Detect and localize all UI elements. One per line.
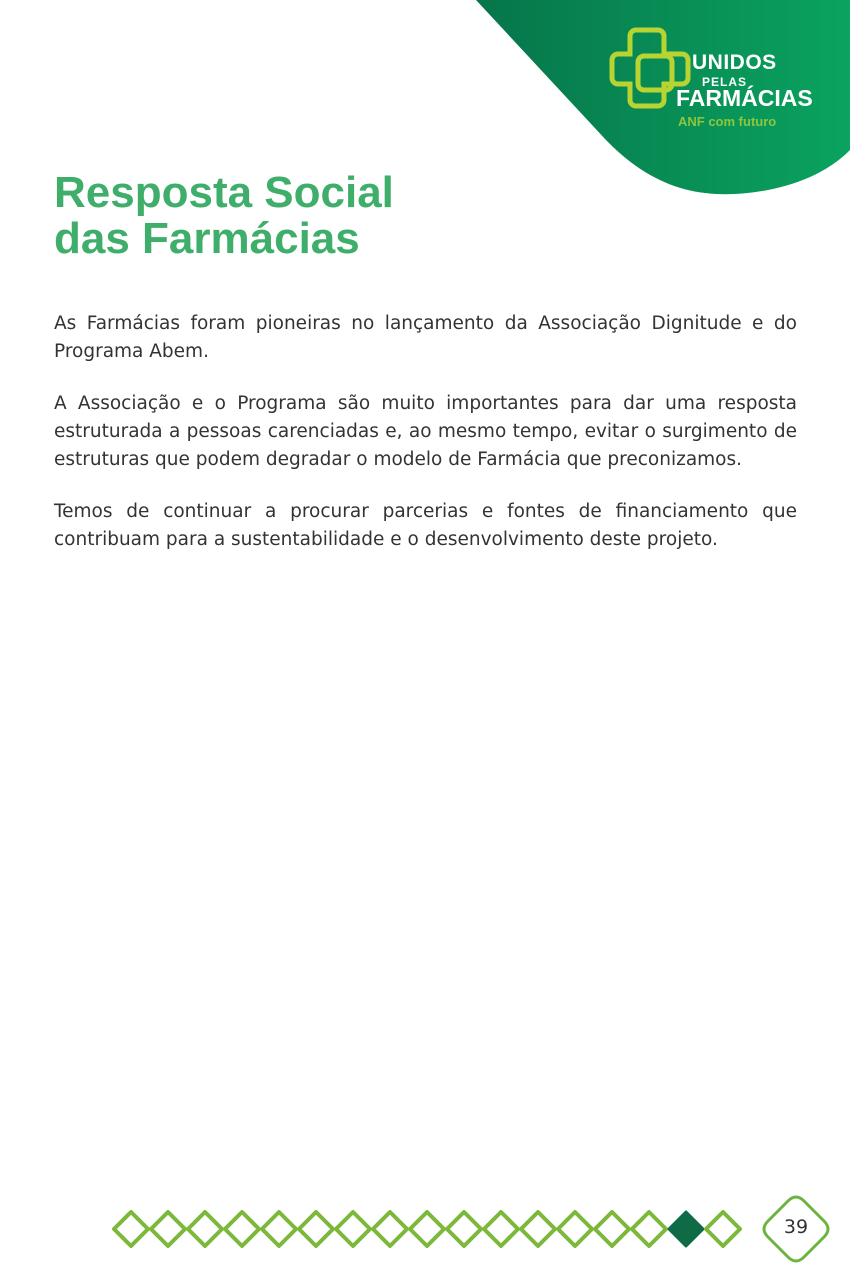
paragraph: A Associação e o Programa são muito importantes para dar uma resposta estruturada a pessoas carenciadas e, ao mesmo tempo, evitar o surgimento de estruturas que podem degradar o modelo de Farmácia que preconizamos. [54,393,797,470]
brand-logo [608,26,828,136]
diamond-icon [521,1212,555,1246]
page-title-line-1: Resposta Social [54,168,394,217]
logo-text-farmacias: FARMÁCIAS [676,85,813,111]
diamond-icon [669,1212,703,1246]
page-title-line-2: das Farmácias [54,214,360,263]
diamond-icon [484,1212,518,1246]
diamond-icon [595,1212,629,1246]
diamond-icon [188,1212,222,1246]
diamond-icon [558,1212,592,1246]
diamond-icon [336,1212,370,1246]
diamond-icon [410,1212,444,1246]
paragraph: As Farmácias foram pioneiras no lançamento da Associação Dignitude e do Programa Abem. [54,313,797,362]
diamond-icon [225,1212,259,1246]
page-title [54,170,394,262]
page-progress-markers [112,1210,752,1248]
paragraph: Temos de continuar a procurar parcerias e fontes de financiamento que contribuam para a sustentabilidade e o desenvolvimento deste projeto. [54,501,797,550]
logo-tagline: ANF com futuro [678,114,777,129]
diamond-icon [373,1212,407,1246]
logo-text-unidos: UNIDOS [692,51,777,74]
diamond-icon [632,1212,666,1246]
logo-text-pelas: PELAS [702,75,748,89]
diamond-icon [114,1212,148,1246]
diamond-icon [706,1212,740,1246]
diamond-icon [262,1212,296,1246]
body-content [54,310,797,578]
diamond-icon [447,1212,481,1246]
page-number: 39 [783,1216,809,1238]
diamond-icon [299,1212,333,1246]
diamond-icon [151,1212,185,1246]
